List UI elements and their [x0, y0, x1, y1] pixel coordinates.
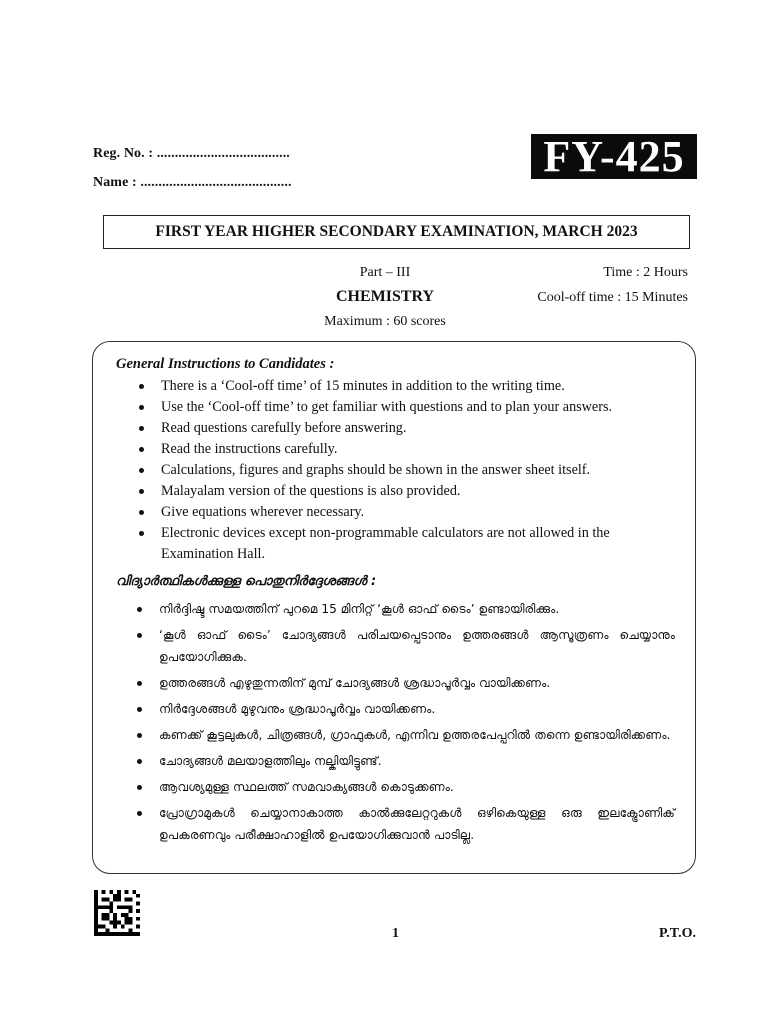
list-item: There is a ‘Cool-off time’ of 15 minutes in addition to the writing time. — [135, 376, 675, 397]
list-item: Read questions carefully before answering. — [135, 418, 675, 439]
exam-part: Part – III — [359, 265, 411, 280]
list-item: ചോദ്യങ്ങൾ മലയാളത്തിലും നല്കിയിട്ടുണ്ട്. — [133, 750, 675, 772]
pto-label: P.T.O. — [659, 926, 696, 941]
list-item: Read the instructions carefully. — [135, 439, 675, 460]
instructions-list-ml — [133, 598, 675, 850]
list-item: Electronic devices except non-programmable calculators are not allowed in the Examination Hall. — [135, 523, 675, 565]
exam-title: FIRST YEAR HIGHER SECONDARY EXAMINATION, MARCH 2023 — [103, 215, 690, 249]
list-item: പ്രോഗ്രാമുകൾ ചെയ്യാനാകാത്ത കാൽക്കുലേറ്ററുകൾ ഒഴികെയുള്ള ഒരു ഇലക്ട്രോണിക് ഉപകരണവും പരീക്ഷാഹാളിൽ ഉപയോഗിക്കുവാൻ പാടില്ല. — [133, 802, 675, 846]
list-item: Calculations, figures and graphs should be shown in the answer sheet itself. — [135, 460, 675, 481]
instructions-list-en — [135, 376, 675, 565]
list-item: ‘കൂൾ ഓഫ് ടൈം’ ചോദ്യങ്ങൾ പരിചയപ്പെടാനും ഉത്തരങ്ങൾ ആസൂത്രണം ചെയ്യാനും ഉപയോഗിക്കുക. — [133, 624, 675, 668]
list-item: Malayalam version of the questions is also provided. — [135, 481, 675, 502]
exam-subject: CHEMISTRY — [335, 288, 435, 305]
instructions-heading-en: General Instructions to Candidates : — [116, 356, 335, 372]
list-item: ഉത്തരങ്ങൾ എഴുതുന്നതിന് മുമ്പ് ചോദ്യങ്ങൾ ശ്രദ്ധാപൂർവ്വം വായിക്കണം. — [133, 672, 675, 694]
instructions-heading-ml: വിദ്യാർത്ഥികൾക്കുള്ള പൊതുനിർദ്ദേശങ്ങൾ : — [116, 574, 377, 589]
exam-duration: Time : 2 Hours — [603, 265, 688, 280]
name-field: Name : .......................................... — [93, 175, 292, 190]
list-item: Use the ‘Cool-off time’ to get familiar with questions and to plan your answers. — [135, 397, 675, 418]
cooloff-time: Cool-off time : 15 Minutes — [537, 290, 688, 305]
list-item: കണക്ക് കൂട്ടലുകൾ, ചിത്രങ്ങൾ, ഗ്രാഫുകൾ, എന്നിവ ഉത്തരപേപ്പറിൽ തന്നെ ഉണ്ടായിരിക്കണം. — [133, 724, 675, 746]
list-item: നിർദ്ദേശങ്ങൾ മുഴുവനും ശ്രദ്ധാപൂർവ്വം വായിക്കണം. — [133, 698, 675, 720]
paper-code-badge: FY-425 — [531, 134, 697, 179]
list-item: Give equations wherever necessary. — [135, 502, 675, 523]
list-item: ആവശ്യമുള്ള സ്ഥലത്ത് സമവാക്യങ്ങൾ കൊടുക്കണം. — [133, 776, 675, 798]
page-number: 1 — [392, 926, 399, 941]
datamatrix-code-icon — [94, 890, 140, 936]
maximum-score: Maximum : 60 scores — [324, 314, 446, 329]
reg-no-field: Reg. No. : ..................................... — [93, 146, 290, 161]
list-item: നിർദ്ദിഷ്ട സമയത്തിന് പുറമെ 15 മിനിറ്റ് ‘കൂൾ ഓഫ് ടൈം’ ഉണ്ടായിരിക്കും. — [133, 598, 675, 620]
